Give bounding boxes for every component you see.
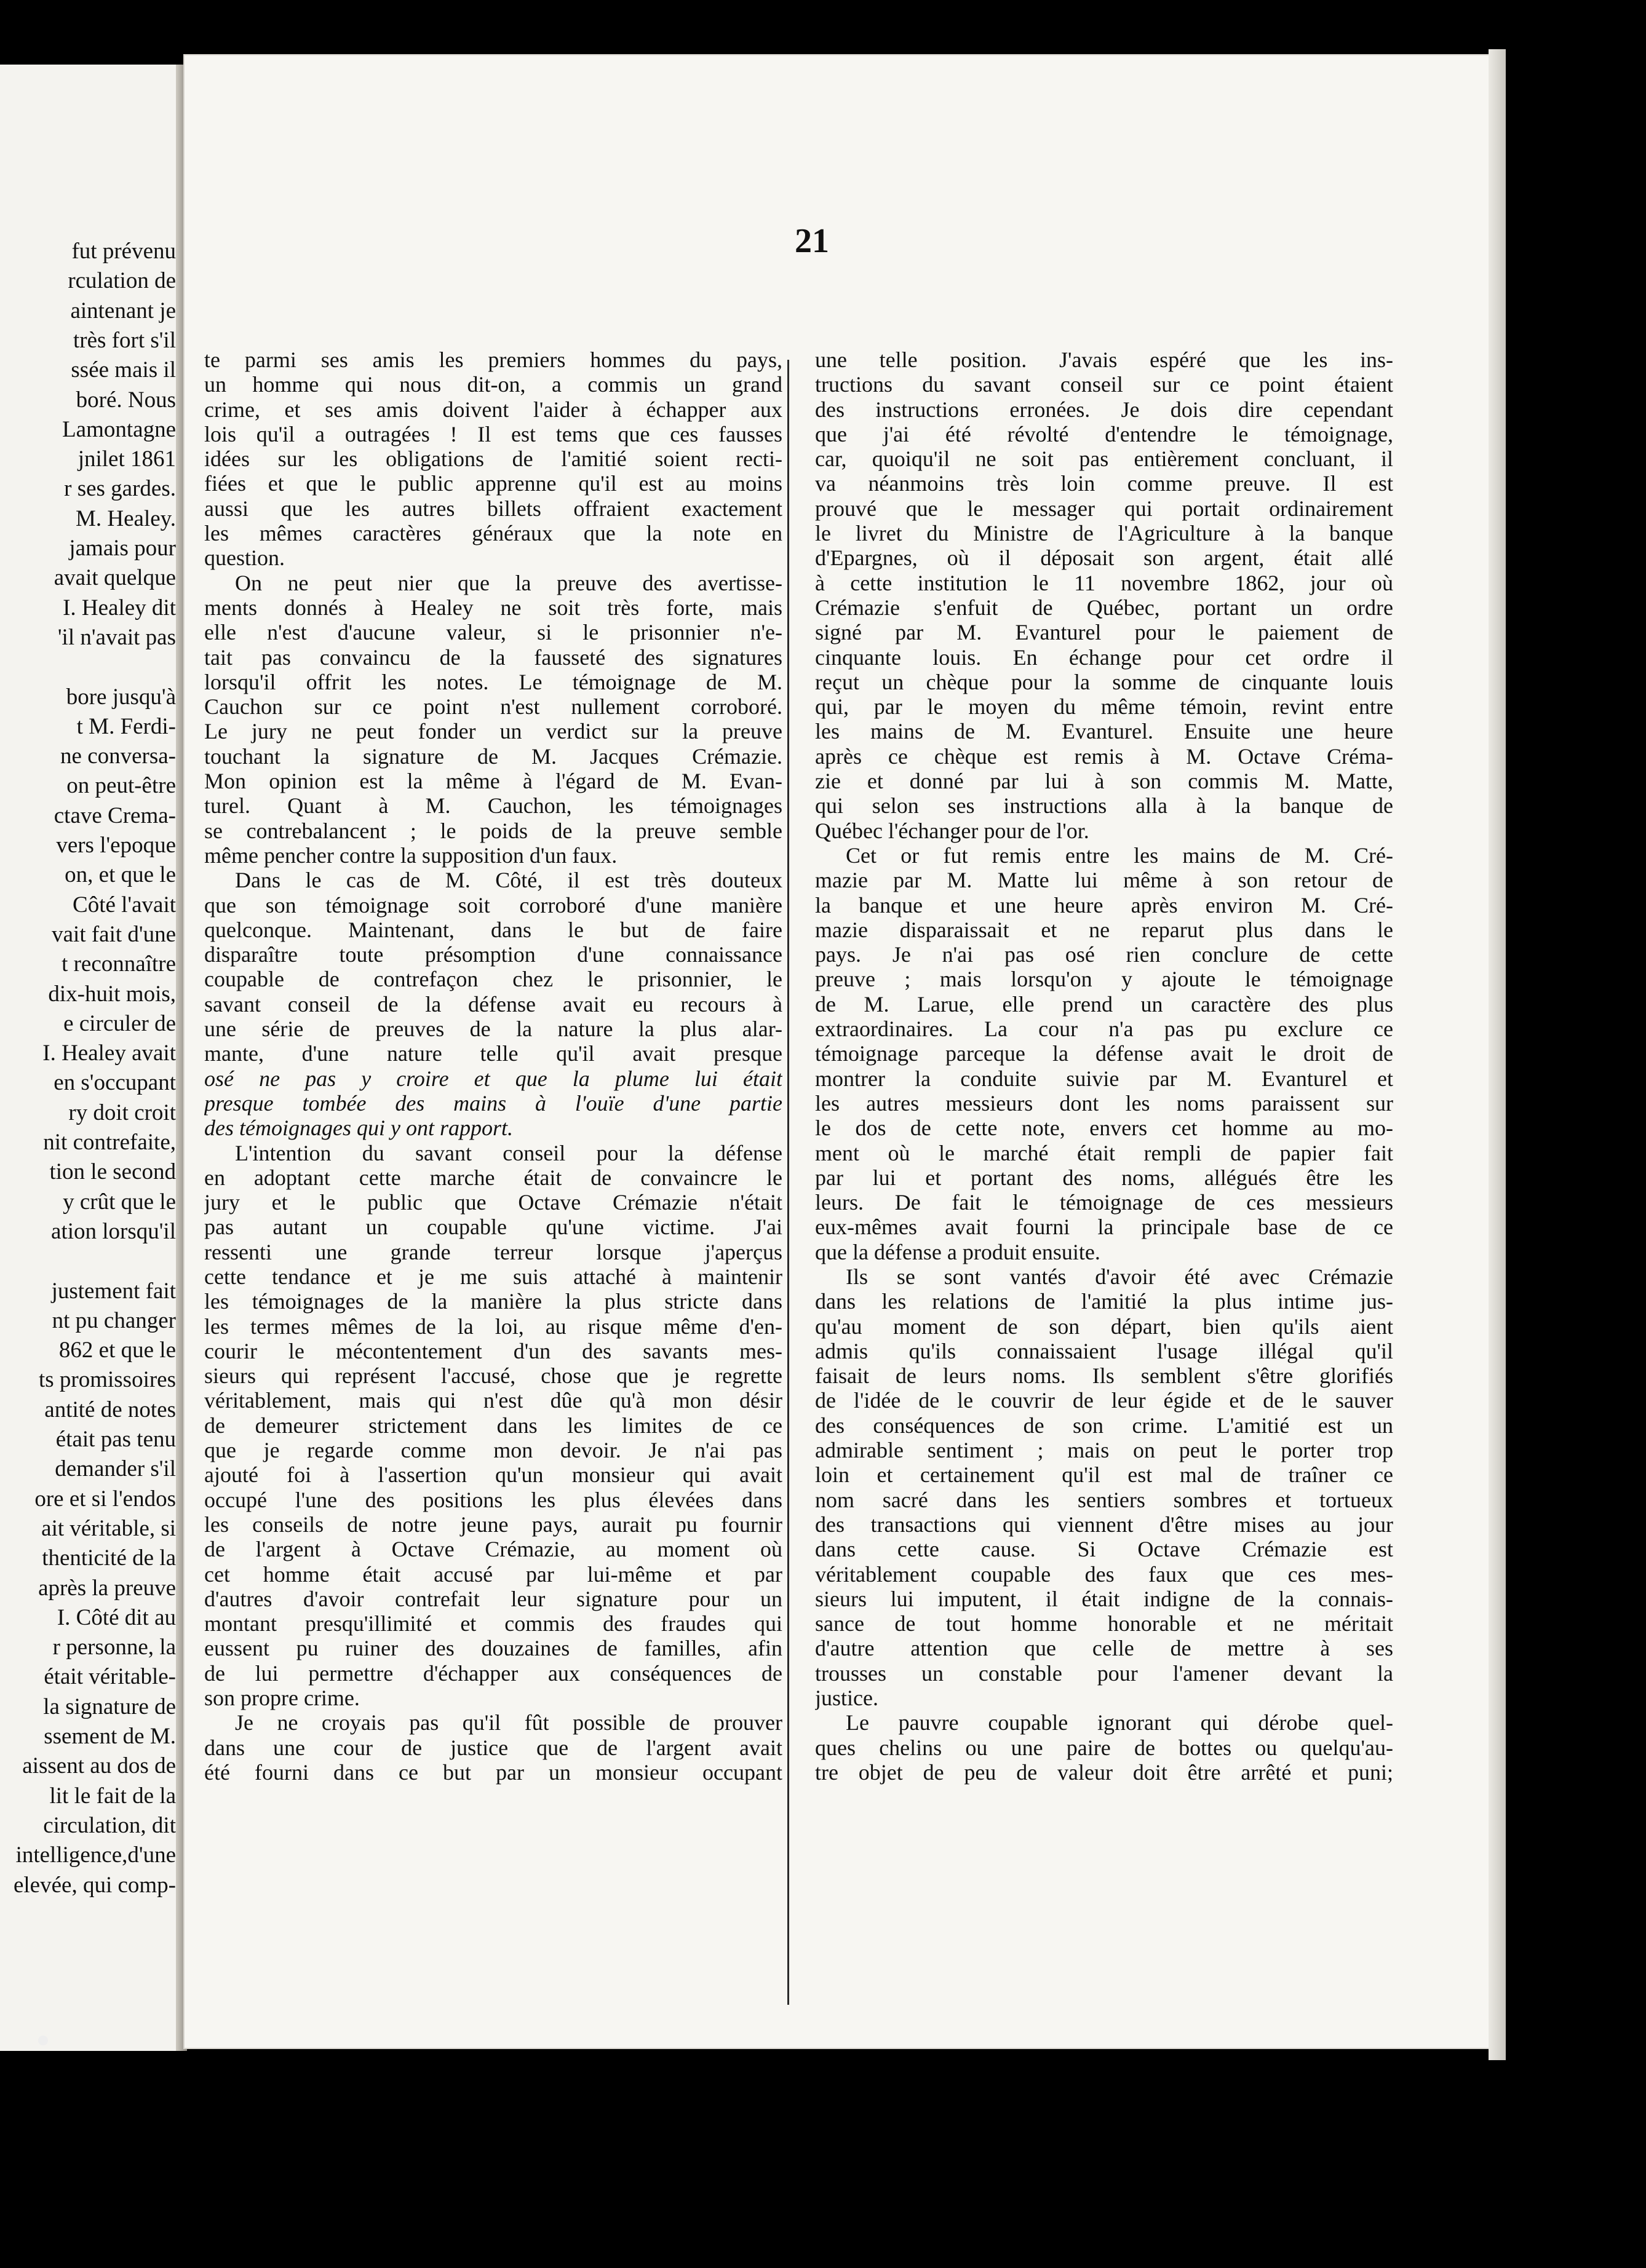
text-line: même pencher contre la supposition d'un faux.	[204, 843, 618, 868]
text-line: dans les relations de l'amitié la plus intime jus-	[815, 1289, 1393, 1314]
previous-page-line: très fort s'il	[73, 327, 176, 353]
text-line: été fourni dans ce but par un monsieur occupant	[204, 1759, 782, 1785]
text-line: des instructions erronées. Je dois dire cependant	[815, 397, 1393, 422]
text-line: en adoptant cette marche était de convaincre le	[204, 1165, 782, 1190]
previous-page-line: t reconnaître	[62, 951, 176, 977]
previous-page-line: circulation, dit	[43, 1812, 176, 1838]
text-line: signé par M. Evanturel pour le paiement de	[815, 620, 1393, 645]
previous-page-line: aissent au dos de	[22, 1753, 176, 1779]
text-line: Cauchon sur ce point n'est nullement corroboré.	[204, 694, 782, 720]
previous-page-line: rculation de	[68, 268, 176, 294]
text-line: que son témoignage soit corroboré d'une manière	[204, 892, 782, 918]
text-line: eux-mêmes avait fourni la principale base de ce	[815, 1215, 1393, 1240]
text-line: coupable de contrefaçon chez le prisonnier, le	[204, 967, 782, 992]
text-line: L'intention du savant conseil pour la défense	[235, 1140, 782, 1165]
text-line: crime, et ses amis doivent l'aider à échapper aux	[204, 397, 782, 422]
previous-page-line: ssement de M.	[44, 1724, 176, 1749]
previous-page-line: 862 et que le	[58, 1338, 176, 1363]
text-line: Cet or fut remis entre les mains de M. Cré-	[846, 843, 1393, 868]
previous-page-line: dix-huit mois,	[48, 981, 176, 1007]
text-line: car, quoiqu'il ne soit pas entièrement concluant, il	[815, 446, 1393, 472]
text-line: que la défense a produit ensuite.	[815, 1239, 1100, 1264]
previous-page-line: demander s'il	[55, 1456, 176, 1482]
text-line: le livret du Ministre de l'Agriculture à la banque	[815, 521, 1393, 546]
text-line: Mon opinion est la même à l'égard de M. Evan-	[204, 769, 782, 794]
previous-page-line: Côté l'avait	[73, 892, 176, 918]
text-line: des témoignages qui y ont rapport.	[204, 1116, 513, 1141]
text-line: à cette institution le 11 novembre 1862, jour où	[815, 570, 1393, 595]
text-line: des conséquences de son crime. L'amitié est un	[815, 1413, 1393, 1438]
text-line: faisait de leurs noms. Ils semblent s'être glorifiés	[815, 1363, 1393, 1389]
text-line: lois qu'il a outragées ! Il est tems que ces fausses	[204, 421, 782, 446]
text-line: un homme qui nous dit-on, a commis un grand	[204, 372, 782, 397]
book-page	[185, 55, 1489, 2048]
text-line: te parmi ses amis les premiers hommes du pays,	[204, 347, 782, 372]
previous-page-line: lit le fait de la	[49, 1783, 176, 1809]
text-line: pas autant un coupable qu'une victime. J'ai	[204, 1215, 782, 1240]
text-line: Dans le cas de M. Côté, il est très douteux	[235, 868, 782, 893]
previous-page-line: avait quelque	[54, 565, 176, 591]
previous-page-line: ation lorsqu'il	[51, 1218, 176, 1244]
previous-page-line: ry doit croit	[68, 1100, 176, 1125]
column-divider	[787, 360, 789, 2005]
text-line: ressenti une grande terreur lorsque j'aperçus	[204, 1239, 782, 1264]
text-line: qui selon ses instructions alla à la banque de	[815, 793, 1393, 819]
text-line: cette tendance et je me suis attaché à maintenir	[204, 1264, 782, 1289]
previous-page-line: thenticité de la	[42, 1545, 176, 1571]
previous-page-line: Lamontagne	[62, 416, 176, 442]
previous-page-line: t M. Ferdi-	[76, 713, 176, 739]
text-line: par lui et portant des noms, allégués être les	[815, 1165, 1393, 1190]
text-line: trousses un constable pour l'amener devant la	[815, 1660, 1393, 1686]
previous-page-line: justement fait	[51, 1278, 176, 1304]
previous-page-line: en s'occupant	[54, 1070, 176, 1096]
text-line: disparaître toute présomption d'une connaissance	[204, 942, 782, 967]
previous-page-line: boré. Nous	[76, 387, 176, 413]
text-line: turel. Quant à M. Cauchon, les témoignages	[204, 793, 782, 819]
text-line: reçut un chèque pour la somme de cinquante louis	[815, 669, 1393, 694]
text-line: tructions du savant conseil sur ce point étaient	[815, 372, 1393, 397]
text-line: montant presqu'illimité et commis des fraudes qui	[204, 1611, 782, 1636]
text-line: cet homme était accusé par lui-même et par	[204, 1561, 782, 1587]
page-number: 21	[795, 222, 829, 260]
previous-page-line: ctave Crema-	[54, 803, 176, 828]
text-line: jury et le public que Octave Crémazie n'était	[204, 1190, 782, 1215]
text-line: des transactions qui viennent d'être mises au jour	[815, 1512, 1393, 1537]
text-line: de demeurer strictement dans les limites de ce	[204, 1413, 782, 1438]
previous-page-line: on, et que le	[65, 862, 176, 888]
text-line: Crémazie s'enfuit de Québec, portant un ordre	[815, 595, 1393, 620]
text-line: Québec l'échanger pour de l'or.	[815, 818, 1089, 843]
text-line: Le pauvre coupable ignorant qui dérobe quel-	[846, 1710, 1393, 1735]
text-line: mazie par M. Matte lui même à son retour de	[815, 868, 1393, 893]
text-line: le dos de cette note, envers cet homme au mo-	[815, 1116, 1393, 1141]
text-line: véritablement, mais qui n'est dûe qu'à mon désir	[204, 1388, 782, 1413]
text-line: les termes mêmes de la loi, au risque même d'en-	[204, 1314, 782, 1339]
previous-page-line: ts promissoires	[38, 1367, 176, 1393]
text-line: zie et donné par lui à son commis M. Matte,	[815, 769, 1393, 794]
text-line: dans une cour de justice que de l'argent avait	[204, 1735, 782, 1760]
previous-page-line: était pas tenu	[55, 1427, 176, 1452]
text-line: les conseils de notre jeune pays, aurait pu fournir	[204, 1512, 782, 1537]
text-line: d'autre attention que celle de mettre à ses	[815, 1636, 1393, 1661]
text-line: quelconque. Maintenant, dans le but de faire	[204, 917, 782, 942]
previous-page-line: jnilet 1861	[78, 446, 176, 472]
text-line: les mains de M. Evanturel. Ensuite une heure	[815, 719, 1393, 744]
previous-page-line: I. Healey avait	[42, 1041, 176, 1066]
text-line: eussent pu ruiner des douzaines de familles, afin	[204, 1636, 782, 1661]
previous-page-line: vers l'epoque	[56, 833, 176, 858]
text-line: Le jury ne peut fonder un verdict sur la preuve	[204, 719, 782, 744]
text-line: question.	[204, 545, 285, 571]
text-line: une telle position. J'avais espéré que les ins-	[815, 347, 1393, 372]
text-line: preuve ; mais lorsqu'on y ajoute le témoignage	[815, 967, 1393, 992]
text-line: osé ne pas y croire et que la plume lui était	[204, 1066, 782, 1091]
previous-page-line: tion le second	[49, 1159, 176, 1185]
previous-page-line: r ses gardes.	[64, 476, 176, 502]
text-line: tre objet de peu de valeur doit être arrêté et puni;	[815, 1759, 1393, 1785]
text-line: savant conseil de la défense avait eu recours à	[204, 991, 782, 1017]
previous-page-line: ne conversa-	[60, 743, 176, 769]
text-line: admis qu'ils connaissaient l'usage illégal qu'il	[815, 1338, 1393, 1363]
previous-page-line: fut prévenu	[71, 239, 176, 264]
previous-page-line: ore et si l'endos	[34, 1486, 176, 1512]
previous-page-line: 'il n'avait pas	[57, 624, 176, 650]
text-line: lorsqu'il offrit les notes. Le témoignage de M.	[204, 669, 782, 694]
text-line: prouvé que le messager qui portait ordinairement	[815, 496, 1393, 521]
previous-page-line: elevée, qui comp-	[13, 1872, 176, 1898]
text-line: pays. Je n'ai pas osé rien conclure de cette	[815, 942, 1393, 967]
previous-page-line: aintenant je	[70, 298, 176, 323]
previous-page-line: jamais pour	[69, 536, 176, 561]
text-line: qui, par le moyen du même témoin, revint entre	[815, 694, 1393, 720]
text-line: presque tombée des mains à l'ouïe d'une partie	[204, 1090, 782, 1116]
text-line: Ils se sont vantés d'avoir été avec Crémazie	[846, 1264, 1393, 1289]
text-line: d'Epargnes, où il déposait son argent, était allé	[815, 545, 1393, 571]
text-line: idées sur les obligations de l'amitié soient recti-	[204, 446, 782, 472]
text-line: elle n'est d'aucune valeur, si le prisonnier n'e-	[204, 620, 782, 645]
right-column	[815, 347, 1393, 1785]
text-line: touchant la signature de M. Jacques Crémazie.	[204, 743, 782, 769]
text-line: tait pas convaincu de la fausseté des signatures	[204, 644, 782, 670]
text-line: ment où le marché était rempli de papier fait	[815, 1140, 1393, 1165]
text-line: de l'argent à Octave Crémazie, au moment où	[204, 1537, 782, 1562]
text-line: sance de tout homme honorable et ne méritait	[815, 1611, 1393, 1636]
text-line: de M. Larue, elle prend un caractère des plus	[815, 991, 1393, 1017]
text-line: de lui permettre d'échapper aux conséquences de	[204, 1660, 782, 1686]
text-line: sieurs qui représent l'accusé, chose que je regrette	[204, 1363, 782, 1389]
previous-page-line: nt pu changer	[52, 1307, 176, 1333]
previous-page-line: M. Healey.	[75, 506, 176, 531]
text-line: montrer la conduite suivie par M. Evanturel et	[815, 1066, 1393, 1091]
text-line: les témoignages de la manière la plus stricte dans	[204, 1289, 782, 1314]
text-line: admirable sentiment ; mais on peut le porter trop	[815, 1438, 1393, 1463]
text-line: leurs. De fait le témoignage de ces messieurs	[815, 1190, 1393, 1215]
previous-page-line: r personne, la	[52, 1635, 176, 1660]
text-line: témoignage parceque la défense avait le droit de	[815, 1041, 1393, 1066]
text-line: après ce chèque est remis à M. Octave Créma-	[815, 743, 1393, 769]
text-line: que je regarde comme mon devoir. Je n'ai pas	[204, 1438, 782, 1463]
text-line: la banque et une heure après environ M. Cré-	[815, 892, 1393, 918]
text-line: se contrebalancent ; le poids de la preuve semble	[204, 818, 782, 843]
previous-page-line: on peut-être	[66, 773, 176, 799]
text-line: ques chelins ou une paire de bottes ou quelqu'au-	[815, 1735, 1393, 1760]
text-line: mazie disparaissait et ne reparut plus dans le	[815, 917, 1393, 942]
previous-page-line: était véritable-	[44, 1664, 176, 1690]
text-line: aussi que les autres billets offraient exactement	[204, 496, 782, 521]
left-column	[204, 347, 782, 1785]
text-line: On ne peut nier que la preuve des avertisse-	[235, 570, 782, 595]
text-line: ments donnés à Healey ne soit très forte, mais	[204, 595, 782, 620]
text-line: justice.	[815, 1686, 878, 1711]
text-line: cinquante louis. En échange pour cet ordre il	[815, 644, 1393, 670]
previous-page-line: bore jusqu'à	[66, 684, 176, 710]
text-line: loin et certainement qu'il est mal de traîner ce	[815, 1462, 1393, 1488]
text-line: dans cette cause. Si Octave Crémazie est	[815, 1537, 1393, 1562]
previous-page-line: vait fait d'une	[52, 921, 176, 947]
text-line: les mêmes caractères généraux que la note en	[204, 521, 782, 546]
previous-page-line: ssée mais il	[71, 357, 176, 383]
previous-page-line: après la preuve	[38, 1575, 176, 1601]
text-line: de l'idée de le couvrir de leur égide et de le sauver	[815, 1388, 1393, 1413]
text-line: nom sacré dans les sentiers sombres et tortueux	[815, 1487, 1393, 1512]
previous-page-line: intelligence,d'une	[15, 1842, 176, 1868]
previous-page-line: antité de notes	[44, 1397, 176, 1422]
text-line: une série de preuves de la nature la plus alar-	[204, 1017, 782, 1042]
text-line: Je ne croyais pas qu'il fût possible de prouver	[235, 1710, 782, 1735]
page-edge	[1489, 49, 1506, 2060]
text-line: occupé l'une des positions les plus élevées dans	[204, 1487, 782, 1512]
text-line: que j'ai été révolté d'entendre le témoignage,	[815, 421, 1393, 446]
previous-page-line: y crût que le	[63, 1189, 176, 1215]
text-line: qu'au moment de son départ, bien qu'ils aient	[815, 1314, 1393, 1339]
previous-page-line: ait véritable, si	[41, 1515, 176, 1541]
text-line: sieurs lui imputent, il était indigne de la connais-	[815, 1586, 1393, 1611]
text-line: mante, d'une nature telle qu'il avait presque	[204, 1041, 782, 1066]
text-line: ajouté foi à l'assertion qu'un monsieur qui avait	[204, 1462, 782, 1488]
text-line: les autres messieurs dont les noms paraissent sur	[815, 1090, 1393, 1116]
text-line: courir le mécontentement d'un des savants mes-	[204, 1338, 782, 1363]
previous-page-line: I. Healey dit	[63, 595, 176, 621]
text-line: extraordinaires. La cour n'a pas pu exclure ce	[815, 1017, 1393, 1042]
previous-page-line: nit contrefaite,	[43, 1130, 176, 1155]
previous-page-line: la signature de	[43, 1694, 176, 1719]
text-line: va néanmoins très loin comme preuve. Il est	[815, 471, 1393, 496]
previous-page-line: I. Côté dit au	[57, 1604, 176, 1630]
text-line: fiées et que le public apprenne qu'il est au moins	[204, 471, 782, 496]
previous-page-fragment	[0, 65, 185, 2051]
scan-speck	[38, 2036, 48, 2045]
text-line: son propre crime.	[204, 1686, 360, 1711]
text-line: d'autres d'avoir contrefait leur signature pour un	[204, 1586, 782, 1611]
text-line: véritablement coupable des faux que ces mes-	[815, 1561, 1393, 1587]
previous-page-line: e circuler de	[63, 1010, 176, 1036]
